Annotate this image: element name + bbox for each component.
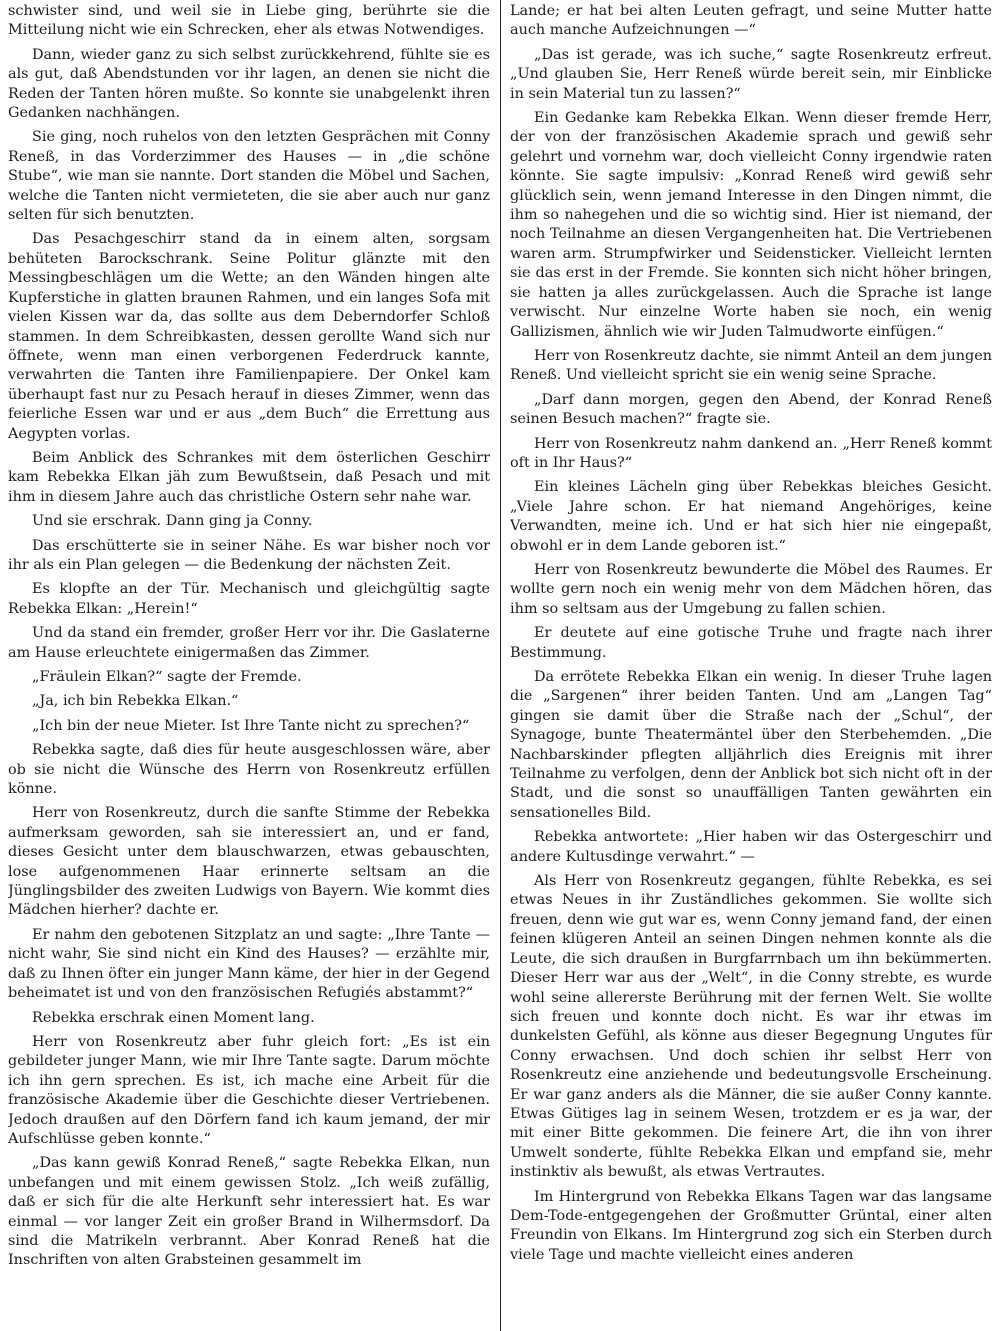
paragraph: schwister sind, und weil sie in Liebe ging, berührte sie die Mitteilung nicht wie ein Schrecken, eher als etwas Notwendiges. <box>8 3 490 39</box>
text-column-left <box>8 2 490 1331</box>
paragraph: Herr von Rosenkreutz bewunderte die Möbel des Raumes. Er wollte gern noch ein wenig mehr von dem Mädchen hören, das ihm so seltsam aus der Umgebung zu fallen schien. <box>510 561 992 617</box>
paragraph: Im Hintergrund von Rebekka Elkans Tagen war das langsame Dem-Tode-entgegengehen der Großmutter Grüntal, einer alten Freundin von Elkans. Im Hintergrund zog sich ein Sterben durch viele Tage und machte vielleicht eines anderen <box>510 1188 992 1263</box>
paragraph: „Das kann gewiß Konrad Reneß,“ sagte Rebekka Elkan, nun unbefangen und mit einem gewissen Stolz. „Ich weiß zufällig, daß er sich für die alte Herkunft sehr interessiert hat. Es war einmal — vor langer Zeit ein großer Brand in Wilhermsdorf. Da sind die Matrikeln verbrannt. Aber Konrad Reneß hat die Inschriften von alten Grabsteinen gesammelt im <box>8 1155 490 1269</box>
paragraph: Als Herr von Rosenkreutz gegangen, fühlte Rebekka, es sei etwas Neues in ihr Zuständliches gekommen. Sie wollte sich freuen, denn wie gut war es, wenn Conny jemand fand, der einen feinen klügeren Anteil an seinen Dingen nehmen konnte als die Leute, die sich draußen in Burgfarrnbach um ihn bekümmerten. Dieser Herr war aus der „Welt“, in die Conny strebte, es wurde wohl seine allererste Berührung mit der fernen Welt. Sie wollte sich freuen und konnte doch nicht. Es war ihr etwas im dunkelsten Gefühl, als könne aus dieser Begegnung Ungutes für Conny erwachsen. Und doch schien ihr selbst Herr von Rosenkreutz eine anziehende und bedeutungsvolle Erscheinung. Er war ganz anders als die Männer, die sie außer Conny kannte. Etwas Gütiges lag in seinem Wesen, trotzdem er es ja war, der mit einer Bitte gekommen. Die feinere Art, die ihn von ihrer Umwelt sonderte, fühlte Rebekka Elkan und empfand sie, mehr instinktiv als bewußt, als etwas Vertrautes. <box>510 873 992 1181</box>
paragraph: „Darf dann morgen, gegen den Abend, der Konrad Reneß seinen Besuch machen?“ fragte sie. <box>510 391 992 428</box>
paragraph: „Fräulein Elkan?“ sagte der Fremde. <box>32 669 302 685</box>
paragraph: Dann, wieder ganz zu sich selbst zurückkehrend, fühlte sie es als gut, daß Abendstunden vor ihr lagen, an denen sie nicht die Reden der Tanten hören mußte. So konnte sie unabgelenkt ihren Gedanken nachhängen. <box>8 46 490 122</box>
paragraph: Er deutete auf eine gotische Truhe und fragte nach ihrer Bestimmung. <box>510 625 992 661</box>
paragraph: „Ich bin der neue Mieter. Ist Ihre Tante nicht zu sprechen?“ <box>32 717 470 734</box>
paragraph: „Das ist gerade, was ich suche,“ sagte Rosenkreutz erfreut. „Und glauben Sie, Herr Reneß würde bereit sein, mir Einblicke in sein Material tun zu lassen?“ <box>510 46 992 102</box>
paragraph: Rebekka erschrak einen Moment lang. <box>32 1009 315 1026</box>
paragraph: Ein kleines Lächeln ging über Rebekkas bleiches Gesicht. „Viele Jahre schon. Er hat niemand Angehöriges, keine Verwandten, meine ich. Und er hat sich hier nie eingepaßt, obwohl er in dem Lande geboren ist.“ <box>510 479 992 554</box>
paragraph: Lande; er hat bei alten Leuten gefragt, und seine Mutter hatte auch manche Aufzeichnungen —“ <box>510 3 992 39</box>
paragraph: Herr von Rosenkreutz, durch die sanfte Stimme der Rebekka aufmerksam geworden, sah sie interessiert an, und er fand, dieses Gesicht unter dem blauschwarzen, etwas gebauschten, lose aufgenommenen Haar erinnerte seltsam an die Jünglingsbilder des zweiten Ludwigs von Bayern. Wie kommt dies Mädchen hierher? dachte er. <box>8 805 490 919</box>
paragraph: Das erschütterte sie in seiner Nähe. Es war bisher noch vor ihr als ein Plan gelegen — die Bedenkung der nächsten Zeit. <box>8 537 490 573</box>
paragraph: „Ja, ich bin Rebekka Elkan.“ <box>32 693 239 710</box>
paragraph: Und da stand ein fremder, großer Herr vor ihr. Die Gaslaterne am Hause erleuchtete einigermaßen das Zimmer. <box>8 625 490 661</box>
paragraph: Sie ging, noch ruhelos von den letzten Gesprächen mit Conny Reneß, in das Vorderzimmer des Hauses — in „die schöne Stube“, wie man sie nannte. Dort standen die Möbel und Sachen, welche die Tanten nicht vermieteten, die sie aber auch nur ganz selten für sich benutzten. <box>8 129 490 224</box>
paragraph: Herr von Rosenkreutz nahm dankend an. „Herr Reneß kommt oft in Ihr Haus?“ <box>510 435 992 471</box>
text-column-right <box>510 2 992 1331</box>
paragraph: Und sie erschrak. Dann ging ja Conny. <box>32 513 313 530</box>
paragraph: Da errötete Rebekka Elkan ein wenig. In dieser Truhe lagen die „Sargenen“ ihrer beiden Tanten. Und am „Langen Tag“ gingen sie damit über die Straße nach der „Schul“, der Synagoge, bunte Theatermäntel über den Sterbehemden. „Die Nachbarskinder pflegten alljährlich dies Ereignis mit ihrer Teilnahme zu verfolgen, denn der Anblick bot sich nicht oft in der Stadt, und die sonst so unauffälligen Tanten gewährten ein sensationelles Bild. <box>510 669 992 821</box>
paragraph: Beim Anblick des Schrankes mit dem österlichen Geschirr kam Rebekka Elkan jäh zum Bewußtsein, daß Pesach und mit ihm in diesem Jahre auch das christliche Ostern sehr nahe war. <box>8 449 490 505</box>
paragraph: Rebekka sagte, daß dies für heute ausgeschlossen wäre, aber ob sie nicht die Wünsche des Herrn von Rosenkreutz erfüllen könne. <box>8 742 490 798</box>
paragraph: Das Pesachgeschirr stand da in einem alten, sorgsam behüteten Barockschrank. Seine Politur glänzte mit den Messingbeschlägen um die Wette; an den Wänden hingen alte Kupferstiche in glatten braunen Rahmen, und ein langes Sofa mit vielen Kissen war da, das sollte aus dem Deberndorfer Schloß stammen. In dem Schreibkasten, dessen gerollte Wand sich nur öffnete, wenn man einen verborgenen Federdruck kannte, verwahrten die Tanten ihre Familienpapiere. Der Onkel kam überhaupt fast nur zu Pesach herauf in dieses Zimmer, wenn das feierliche Essen war und er aus „dem Buch“ die Errettung aus Aegypten vorlas. <box>8 231 490 442</box>
paragraph: Es klopfte an der Tür. Mechanisch und gleichgültig sagte Rebekka Elkan: „Herein!“ <box>8 581 490 617</box>
paragraph: Er nahm den gebotenen Sitzplatz an und sagte: „Ihre Tante — nicht wahr, Sie sind nicht ein Kind des Hauses? — erzählte mir, daß zu Ihnen öfter ein junger Mann käme, der hier in der Gegend beheimatet ist und von den französischen Refugiés abstammt?“ <box>8 926 490 1002</box>
paragraph: Herr von Rosenkreutz dachte, sie nimmt Anteil an dem jungen Reneß. Und vielleicht spricht sie ein wenig seine Sprache. <box>510 347 992 384</box>
paragraph: Herr von Rosenkreutz aber fuhr gleich fort: „Es ist ein gebildeter junger Mann, wie mir Ihre Tante sagte. Darum möchte ich ihn gern sprechen. Es ist, ich mache eine Arbeit für die französische Akademie über die Geschichte dieser Vertriebenen. Jedoch draußen auf den Dörfern fand ich kaum jemand, der mir Aufschlüsse geben konnte.“ <box>8 1033 490 1147</box>
column-divider <box>500 0 501 1331</box>
paragraph: Ein Gedanke kam Rebekka Elkan. Wenn dieser fremde Herr, der von der französischen Akademie sprach und gewiß sehr gelehrt und vornehm war, doch vielleicht Conny irgendwie raten könnte. Sie sagte impulsiv: „Konrad Reneß wird gewiß sehr glücklich sein, wenn jemand Interesse in den Dingen nimmt, die ihm so nahegehen und die so wichtig sind. Hier ist niemand, der noch Teilnahme an diesen Vergangenheiten hat. Die Vertriebenen waren arm. Strumpfwirker und Seidensticker. Vielleicht lernten sie das erst in der Fremde. Sie konnten sich nicht höher bringen, sie hatten ja alles zurückgelassen. Auch die Sprache ist lange verwischt. Nur einzelne Worte haben sie noch, ein wenig Gallizismen, ähnlich wie wir Juden Talmudworte einfügen.“ <box>510 110 992 340</box>
paragraph: Rebekka antwortete: „Hier haben wir das Ostergeschirr und andere Kultusdinge verwahrt.“ — <box>510 829 992 865</box>
